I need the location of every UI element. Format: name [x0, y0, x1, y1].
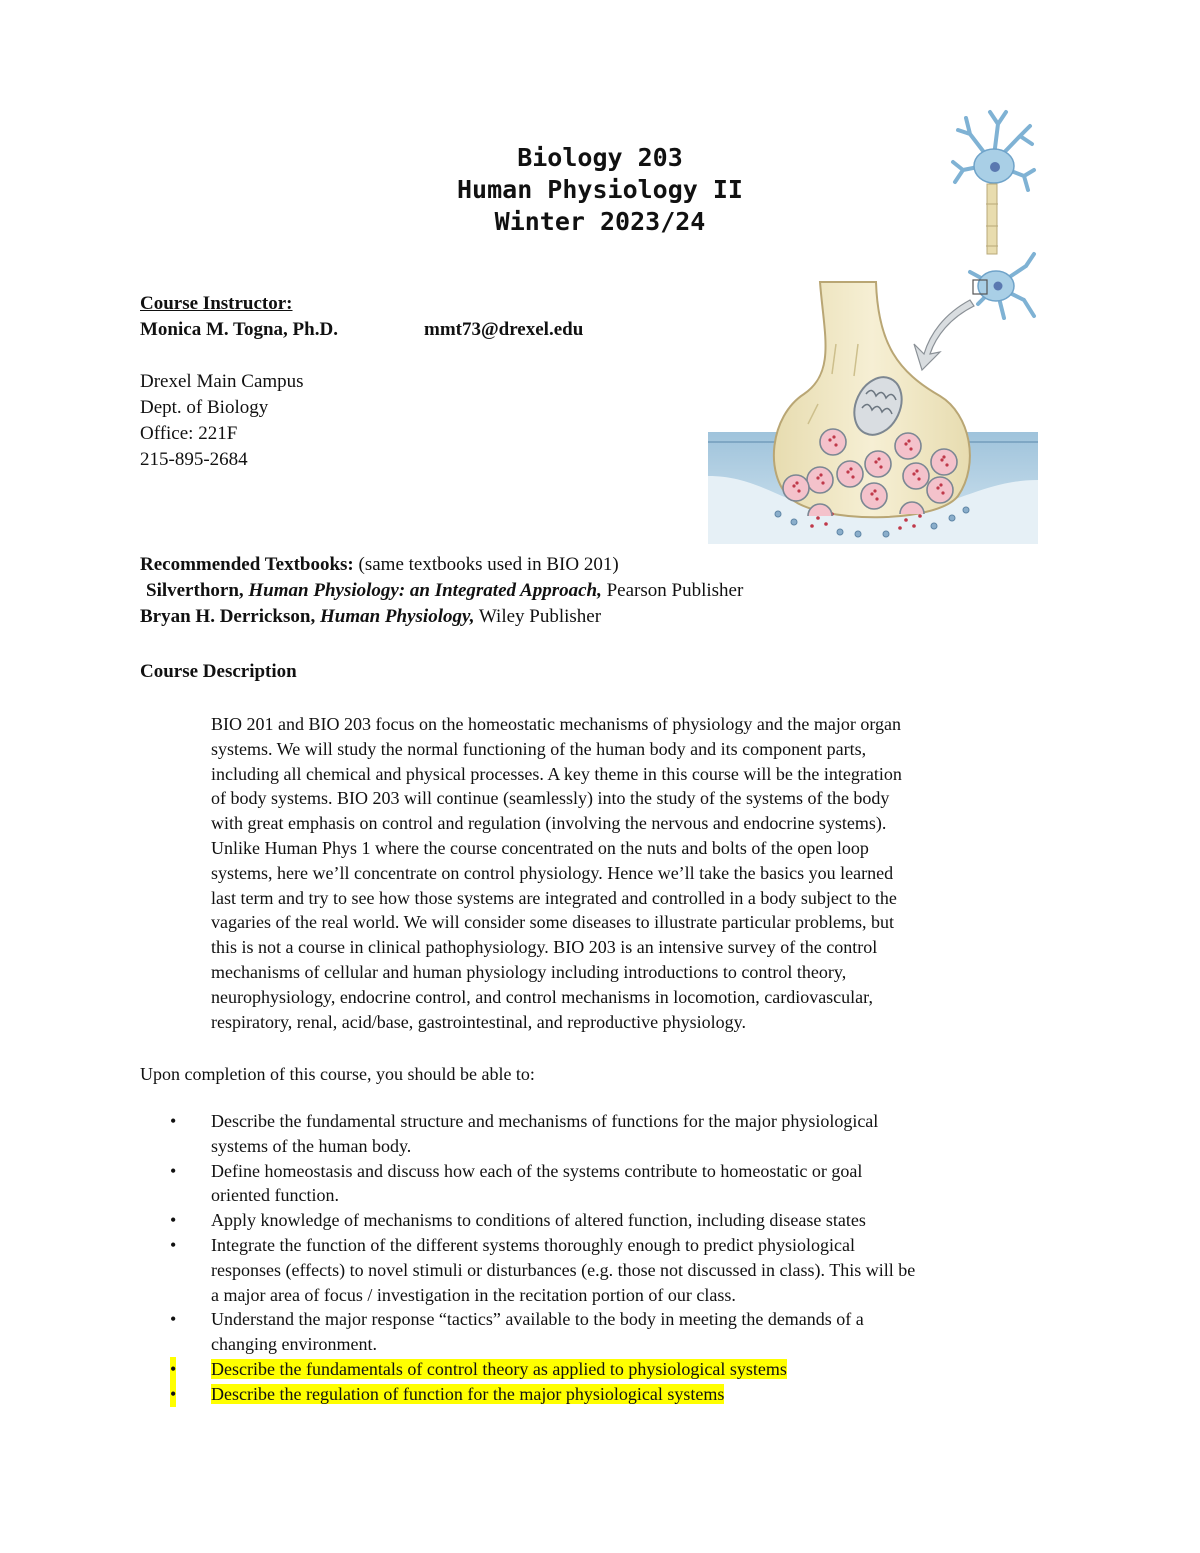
address-line: Office: 221F: [140, 423, 238, 444]
list-item-line-wrap: [211, 1357, 1090, 1382]
course-code: Biology 203: [517, 143, 683, 172]
list-item-line: systems of the human body.: [211, 1135, 412, 1156]
list-item: [140, 1109, 1090, 1159]
textbook-publisher: Pearson Publisher: [606, 580, 744, 601]
list-item-highlighted: [140, 1357, 1090, 1382]
bullet-icon: •: [170, 1160, 177, 1181]
description-line: mechanisms of cellular and human physiology including introductions to control theory,: [211, 961, 847, 982]
address-line: Dept. of Biology: [140, 397, 269, 418]
list-item: [140, 1208, 1090, 1233]
address-line: Drexel Main Campus: [140, 371, 304, 392]
list-item-line: responses (effects) to novel stimuli or disturbances (e.g. those not discussed in class). This will be: [211, 1259, 916, 1280]
description-line: last term and try to see how those systems are integrated and controlled in a body subject to the: [211, 887, 897, 908]
description-line: systems, here we’ll concentrate on control physiology. Hence we’ll take the basics you learned: [211, 862, 894, 883]
list-item-line-wrap: [211, 1382, 1090, 1407]
synapse-illustration-icon: [708, 104, 1038, 546]
course-term: Winter 2023/24: [494, 207, 706, 236]
description-line: with great emphasis on control and regulation (involving the nervous and endocrine systems).: [211, 813, 887, 834]
textbooks-line: [140, 552, 619, 578]
description-line: including all chemical and physical processes. A key theme in this course will be the integration: [211, 763, 902, 784]
textbook-author: Silverthorn,: [146, 580, 244, 601]
list-item-line: oriented function.: [211, 1185, 339, 1206]
list-item-highlighted: [140, 1382, 1090, 1407]
textbook-author: Bryan H. Derrickson,: [140, 606, 316, 627]
list-item-line: changing environment.: [211, 1334, 377, 1355]
bullet-icon: •: [170, 1111, 177, 1131]
description-paragraph: [211, 712, 1071, 1034]
list-item: [140, 1159, 1090, 1209]
list-item-line: Understand the major response “tactics” available to the body in meeting the demands of a: [211, 1309, 864, 1330]
description-heading: Course Description: [140, 661, 297, 682]
list-item-line: Define homeostasis and discuss how each of the systems contribute to homeostatic or goal: [211, 1160, 863, 1181]
list-item: [140, 1233, 1090, 1307]
instructor-email[interactable]: mmt73@drexel.edu: [424, 319, 584, 340]
instructor-heading: Course Instructor:: [140, 293, 293, 314]
description-line: BIO 201 and BIO 203 focus on the homeostatic mechanisms of physiology and the major organ: [211, 714, 902, 734]
list-item-line: Describe the fundamental structure and mechanisms of functions for the major physiological: [211, 1111, 879, 1131]
description-line: this is not a course in clinical pathophysiology. BIO 203 is an intensive survey of the control: [211, 937, 878, 958]
address-line: 215-895-2684: [140, 449, 248, 470]
textbook-title: Human Physiology: an Integrated Approach,: [248, 580, 602, 601]
description-line: respiratory, renal, acid/base, gastrointestinal, and reproductive physiology.: [211, 1011, 746, 1032]
list-item-line: Integrate the function of the different systems thoroughly enough to predict physiological: [211, 1234, 856, 1255]
textbook-item: [140, 604, 601, 630]
description-line: of body systems. BIO 203 will continue (seamlessly) into the study of the systems of the body: [211, 788, 890, 809]
bullet-icon: •: [170, 1382, 176, 1407]
outcomes-intro: Upon completion of this course, you should be able to:: [140, 1064, 535, 1084]
bullet-icon: •: [170, 1309, 177, 1330]
list-item-line: a major area of focus / investigation in the recitation portion of our class.: [211, 1284, 736, 1305]
list-item: [140, 1307, 1090, 1357]
textbooks-note: (same textbooks used in BIO 201): [358, 554, 619, 575]
instructor-name: Monica M. Togna, Ph.D.: [140, 319, 338, 340]
outcomes-list: [140, 1109, 1090, 1407]
textbooks-heading: Recommended Textbooks:: [140, 554, 354, 575]
list-item-line: Describe the regulation of function for the major physiological systems: [211, 1383, 725, 1404]
description-line: neurophysiology, endocrine control, and control mechanisms in locomotion, cardiovascular,: [211, 986, 873, 1007]
description-line: vagaries of the real world. We will consider some diseases to illustrate particular problems, but: [211, 912, 895, 933]
bullet-icon: •: [170, 1357, 176, 1382]
bullet-icon: •: [170, 1210, 177, 1231]
list-item-line: Describe the fundamentals of control theory as applied to physiological systems: [211, 1358, 787, 1379]
list-item-line: Apply knowledge of mechanisms to conditions of altered function, including disease states: [211, 1210, 866, 1231]
textbook-title: Human Physiology,: [319, 606, 475, 627]
textbook-publisher: Wiley Publisher: [478, 606, 602, 627]
bullet-icon: •: [170, 1234, 177, 1255]
description-line: systems. We will study the normal functioning of the human body and its component parts,: [211, 738, 867, 759]
textbook-item: [146, 578, 743, 604]
description-line: Unlike Human Phys 1 where the course concentrated on the nuts and bolts of the open loop: [211, 837, 869, 858]
course-name: Human Physiology II: [457, 175, 743, 204]
